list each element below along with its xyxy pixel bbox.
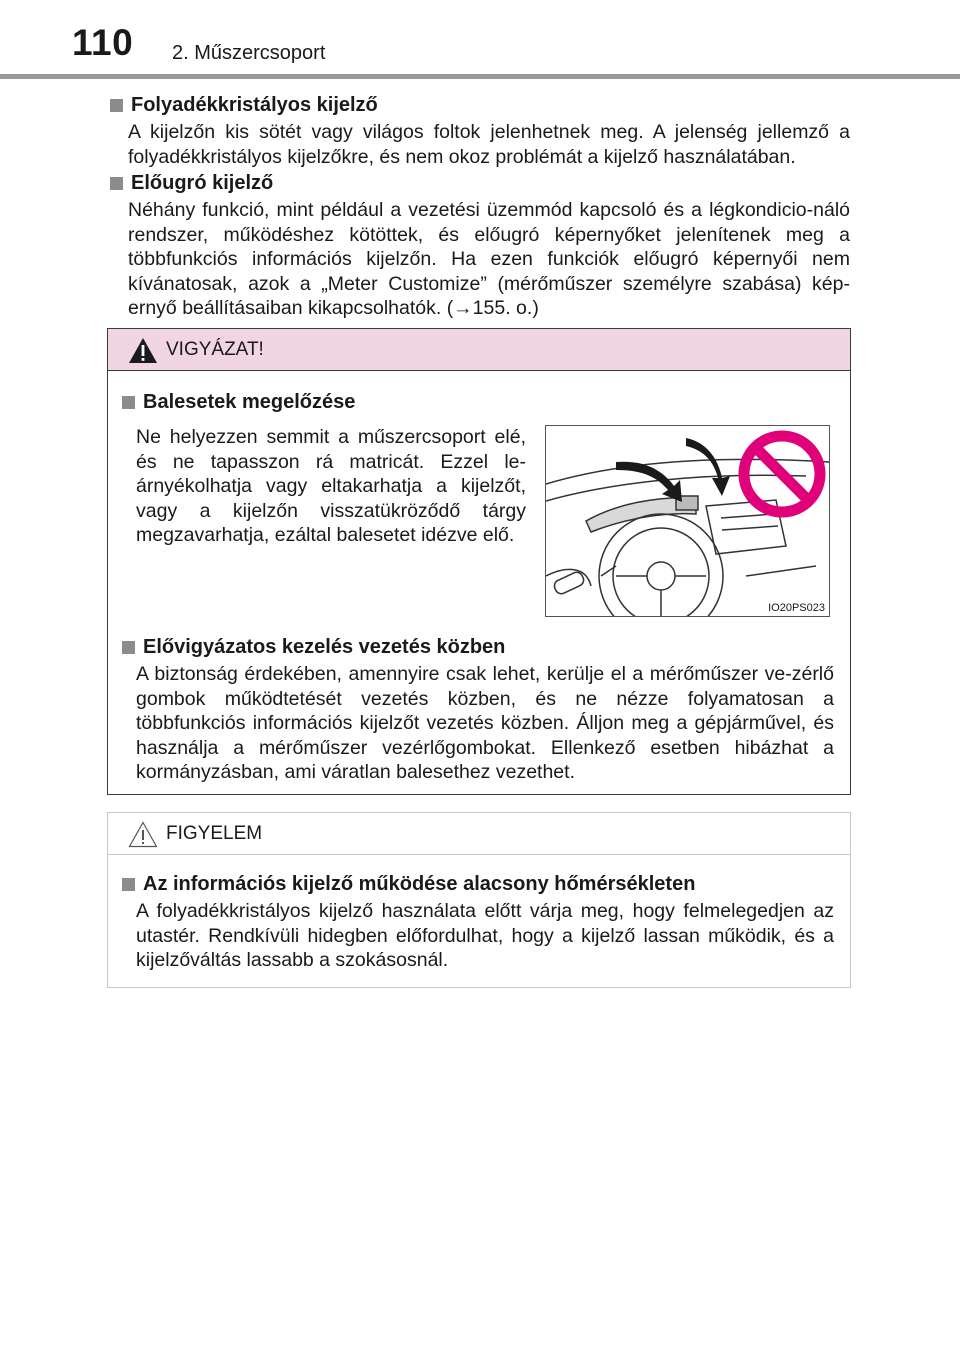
square-bullet-icon [122,641,135,654]
section-title [110,170,850,196]
warning-header [108,329,850,371]
item-text: A biztonság érdekében, amennyire csak lehet, kerülje el a mérőműszer ve-zérlő gombok működtetését vezetés közben, és ne nézze folyamatosan a többfunkciós információs kijelzőt vezetés közben. Álljon meg a gépjárművel, és használja a mérőműszer vezérlőgombokat. Ellenkező esetben hibázhat a kormányzásban, ami váratlan balesethez vezethet. [136,663,834,783]
prohibited-icon [744,436,820,512]
square-bullet-icon [110,177,123,190]
warning-triangle-icon [128,337,158,364]
section-text: Néhány funkció, mint például a vezetési üzemmód kapcsoló és a légkondicio-náló rendszer, működéshez kötöttek, és előugró képernyőket jelenítenek meg a többfunkciós információs kijelzőn. Ha ezen funkciók előugró képernyői nem kívánatosak, azok a „Meter Customize” (mérőműszer személyre szabása) kép-ernyő beállításaiban kikapcsolhatók. (→155. o.) [128,199,850,319]
page-number: 110 [72,22,134,63]
chapter-title: 2. Műszercsoport [172,42,326,64]
notice-label: FIGYELEM [166,823,263,844]
dashboard-illustration [545,425,830,617]
section-title [110,92,850,118]
item-title-text: Az információs kijelző működése alacsony hőmérsékleten [143,873,696,895]
warning-item [122,634,834,785]
item-title [122,634,834,660]
section-lcd [110,92,850,169]
square-bullet-icon [122,878,135,891]
illustration-code: IO20PS023 [768,602,825,614]
page-header [0,0,960,80]
item-title-text: Balesetek megelőzése [143,391,356,413]
item-title [122,871,834,897]
notice-box [107,812,851,988]
item-title [122,389,834,415]
item-text: Ne helyezzen semmit a műszercsoport elé, és ne tapasszon rá matricát. Ezzel le-árnyékolhatja vagy eltakarhatja a kijelzőt, vagy a kijelzőn visszatükröződő tárgy megzavarhatja, ezáltal balesetet idézve elő. [136,426,526,546]
section-title-text: Előugró kijelző [131,172,274,194]
item-text: A folyadékkristályos kijelző használata előtt várja meg, hogy felmelegedjen az utastér. Rendkívüli hidegben előfordulhat, hogy a kijelző lassan működik, és a kijelzőváltás lassabb a szokásosnál. [136,900,834,971]
square-bullet-icon [122,396,135,409]
header-rule [0,74,960,79]
warning-label: VIGYÁZAT! [166,339,264,360]
notice-item [122,871,834,973]
notice-header [108,813,850,855]
warning-box [107,328,851,795]
dashboard-drawing [546,426,829,616]
section-text: A kijelzőn kis sötét vagy világos foltok jelenhetnek meg. A jelenség jellemző a folyadékkristályos kijelzőkre, és nem okoz problémát a kijelző használatában. [128,121,850,168]
section-popup [110,170,850,321]
item-title-text: Elővigyázatos kezelés vezetés közben [143,636,506,658]
square-bullet-icon [110,99,123,112]
caution-triangle-icon [128,821,158,848]
section-title-text: Folyadékkristályos kijelző [131,94,378,116]
